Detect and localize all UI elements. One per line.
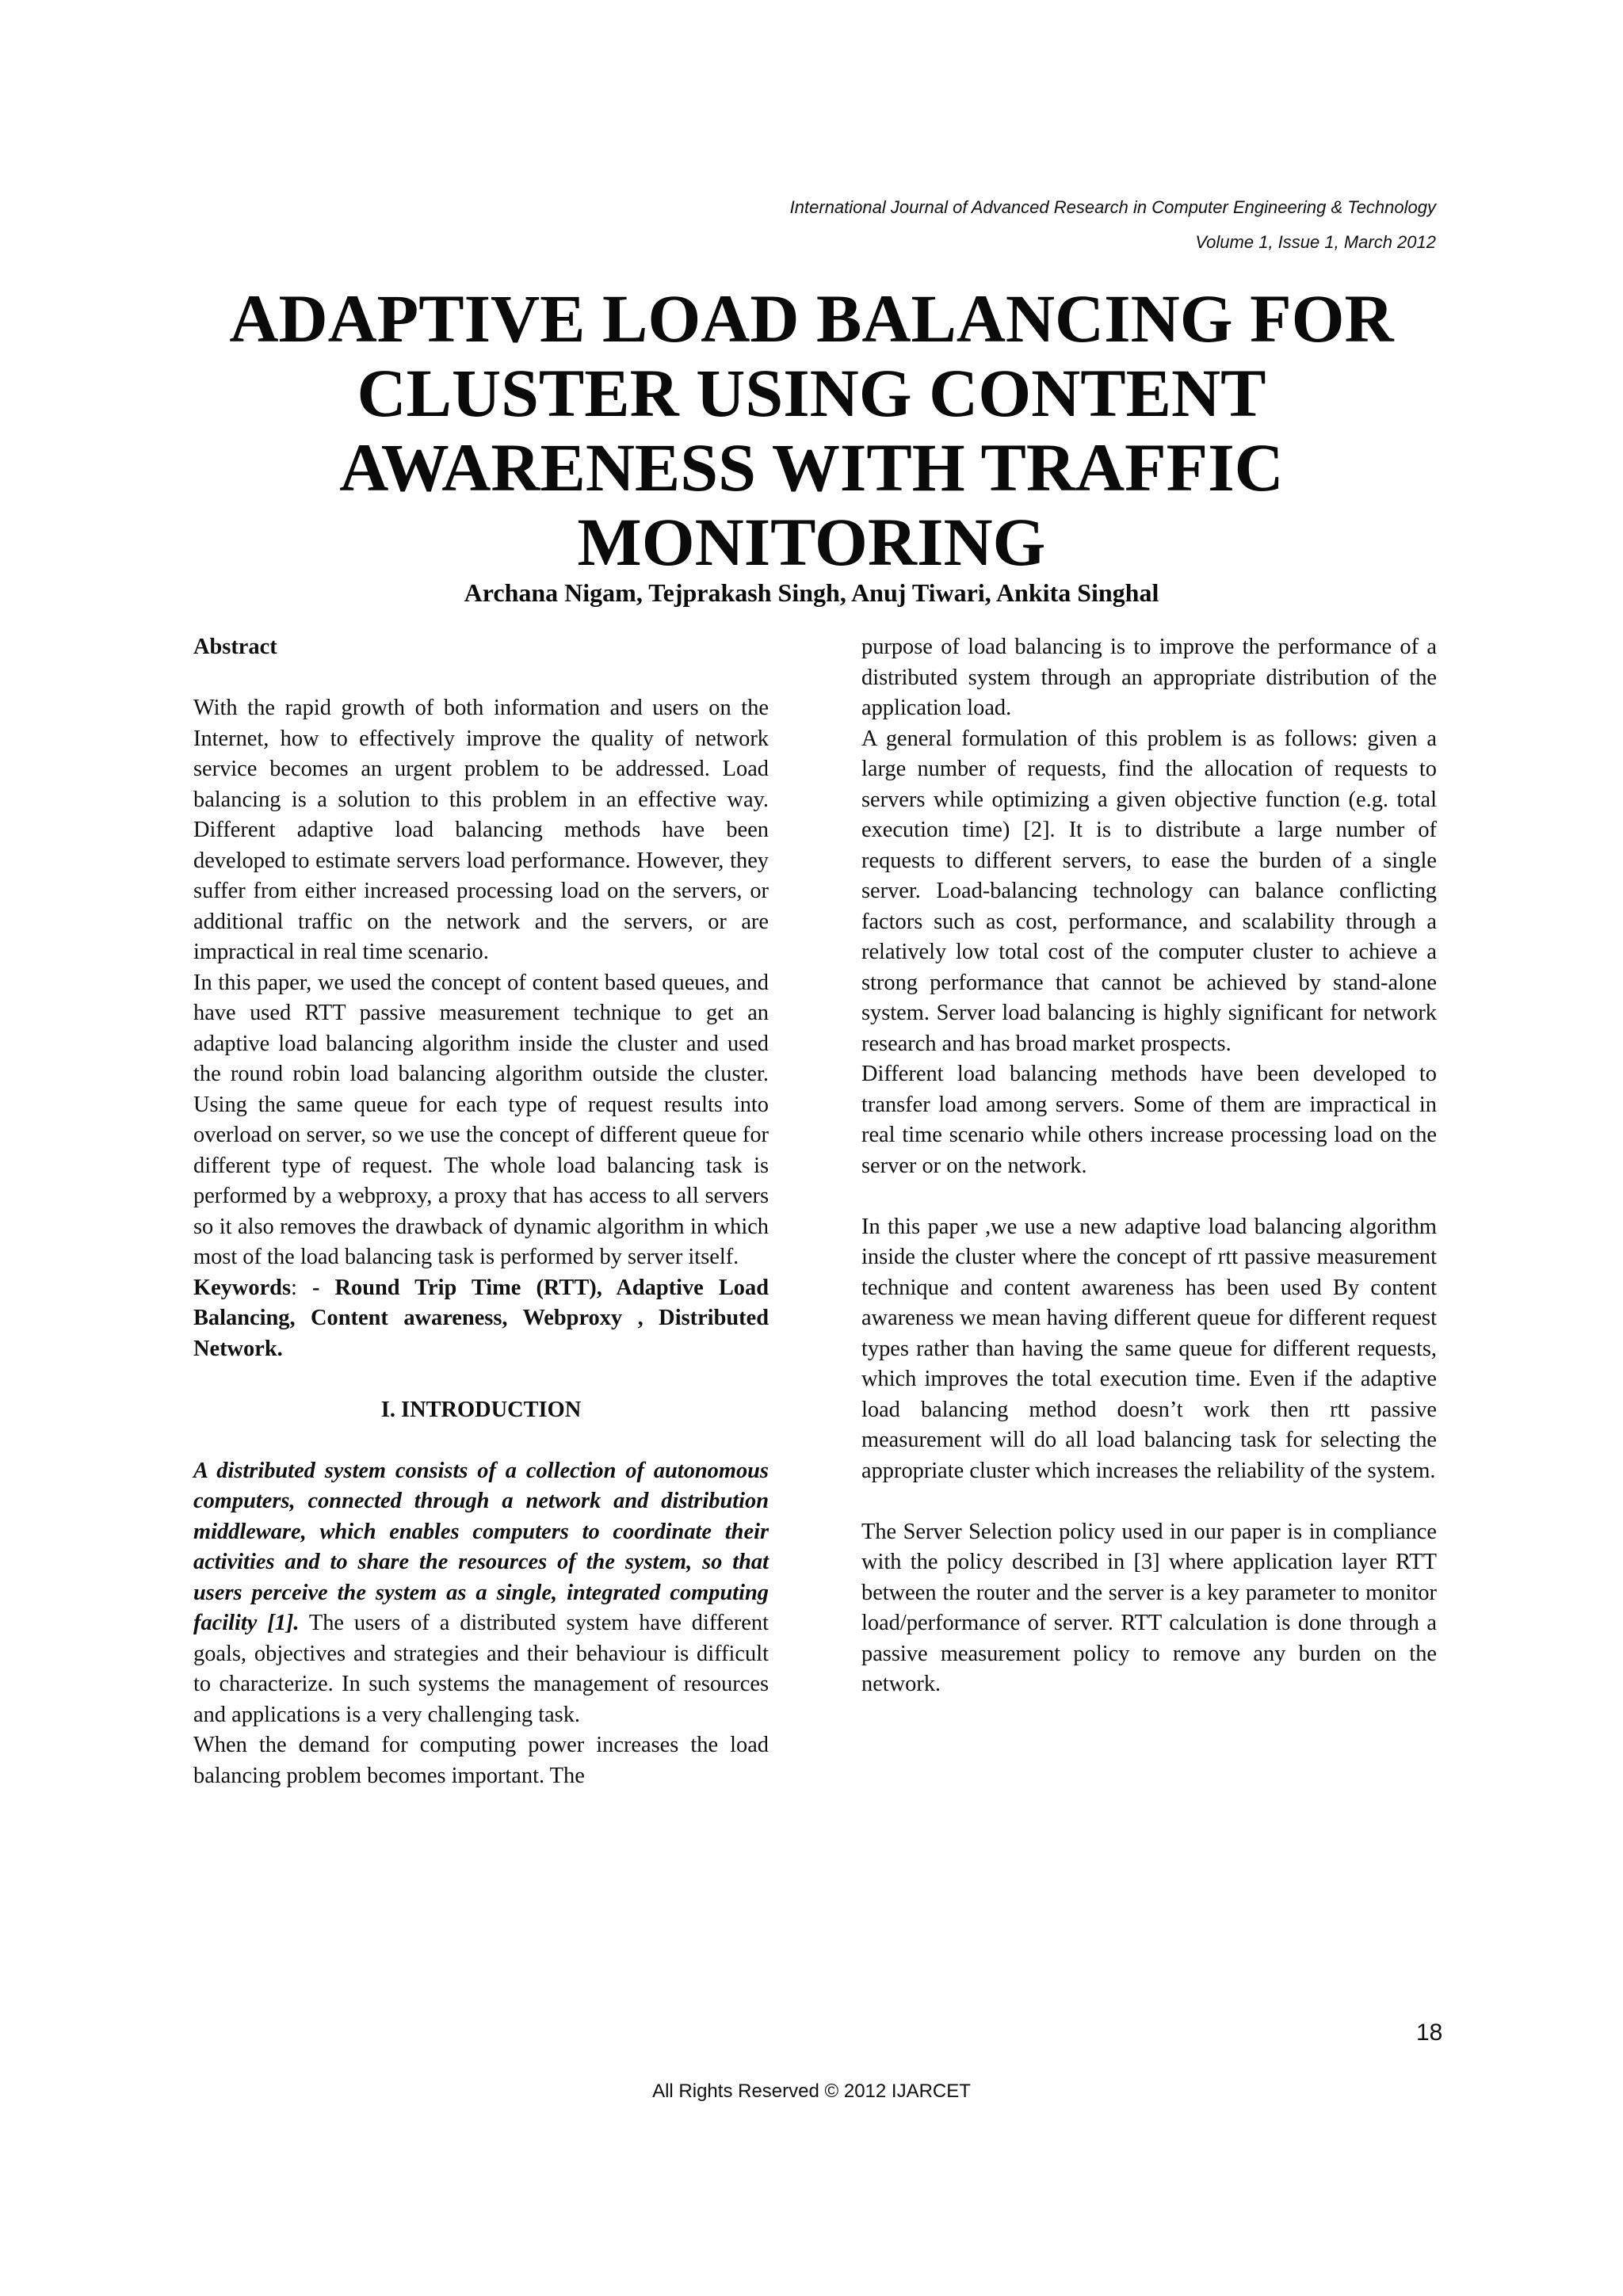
keywords-separator: : [291, 1275, 312, 1300]
spacer [193, 1364, 769, 1395]
spacer [861, 1181, 1437, 1212]
right-paragraph-5: The Server Selection policy used in our paper is in compliance with the policy described in [3] where application layer RTT between the router and the server is a key parameter to monitor load/performance of server. RTT calculation is done through a passive measurement policy to remove any burden on the network. [861, 1519, 1437, 1696]
intro-emphasis: A distributed system consists of a collection of autonomous computers, connected through a network and distribution middleware, which enables computers to coordinate their activities and to share the resources of the system, so that users perceive the system as a single, integrated computing facility [1]. [193, 1458, 769, 1635]
keywords-label: Keywords [193, 1275, 292, 1300]
author-list: Archana Nigam, Tejprakash Singh, Anuj Tiwari, Ankita Singhal [464, 578, 1159, 607]
spacer [193, 663, 769, 694]
right-paragraph-3: Different load balancing methods have been developed to transfer load among servers. Some of them are impractical in real time scenario while others increase processing load on the server or on the network. [861, 1062, 1437, 1178]
left-column [193, 632, 769, 1791]
intro-paragraph-2: When the demand for computing power increases the load balancing problem becomes important. The [193, 1733, 769, 1788]
journal-volume: Volume 1, Issue 1, March 2012 [1195, 232, 1436, 252]
running-header [790, 190, 1436, 260]
title-line-2: CLUSTER USING CONTENT [357, 355, 1266, 431]
intro-paragraph-1-rest: The users of a distributed system have different goals, objectives and strategies and their behaviour is difficult to characterize. In such systems the management of resources and applications is a very challenging task. [193, 1611, 769, 1727]
journal-name: International Journal of Advanced Research in Computer Engineering & Technology [789, 197, 1436, 217]
title-line-4: MONITORING [577, 504, 1046, 580]
abstract-paragraph-1: With the rapid growth of both information and users on the Internet, how to effectively improve the quality of network service becomes an urgent problem to be addressed. Load balancing is a solution to this problem in an effective way. Different adaptive load balancing methods have been developed to estimate servers load performance. However, they suffer from either increased processing load on the servers, or additional traffic on the network and the servers, or are impractical in real time scenario. [193, 696, 769, 964]
right-paragraph-1: purpose of load balancing is to improve the performance of a distributed system through an appropriate distribution of the application load. [861, 635, 1437, 720]
keywords [193, 1273, 769, 1365]
keywords-text: - Round Trip Time (RTT), Adaptive Load Balancing, Content awareness, Webproxy , Distributed Network. [193, 1275, 769, 1361]
copyright-footer: All Rights Reserved © 2012 IJARCET [652, 2081, 971, 2102]
spacer [861, 1486, 1437, 1517]
title-line-1: ADAPTIVE LOAD BALANCING FOR [229, 280, 1394, 357]
right-paragraph-2: A general formulation of this problem is as follows: given a large number of requests, find the allocation of requests to servers while optimizing a given objective function (e.g. total execution time) [2]. It is to distribute a large number of requests to different servers, to ease the burden of a single server. Load-balancing technology can balance conflicting factors such as cost, performance, and scalability through a relatively low total cost of the computer cluster to achieve a strong performance that cannot be achieved by stand-alone system. Server load balancing is highly significant for network research and has broad market prospects. [861, 726, 1437, 1056]
paper-title [119, 281, 1504, 579]
spacer [193, 1425, 769, 1456]
abstract-paragraph-2: In this paper, we used the concept of content based queues, and have used RTT passive measurement technique to get an adaptive load balancing algorithm inside the cluster and used the round robin load balancing algorithm outside the cluster. Using the same queue for each type of request results into overload on server, so we use the concept of different queue for different type of request. The whole load balancing task is performed by a webproxy, a proxy that has access to all servers so it also removes the drawback of dynamic algorithm in which most of the load balancing task is performed by server itself. [193, 970, 769, 1269]
title-line-3: AWARENESS WITH TRAFFIC [339, 429, 1284, 505]
right-column [861, 632, 1437, 1700]
right-paragraph-4: In this paper ,we use a new adaptive load balancing algorithm inside the cluster where the concept of rtt passive measurement technique and content awareness has been used By content awareness we mean having different queue for different request types rather than having the same queue for different requests, which improves the total execution time. Even if the adaptive load balancing method doesn’t work then rtt passive measurement will do all load balancing task for selecting the appropriate cluster which increases the reliability of the system. [861, 1214, 1437, 1483]
abstract-heading: Abstract [193, 635, 277, 659]
page-number: 18 [1416, 2019, 1443, 2046]
intro-paragraph-1 [193, 1456, 769, 1731]
section-heading-introduction: I. INTRODUCTION [380, 1397, 582, 1422]
